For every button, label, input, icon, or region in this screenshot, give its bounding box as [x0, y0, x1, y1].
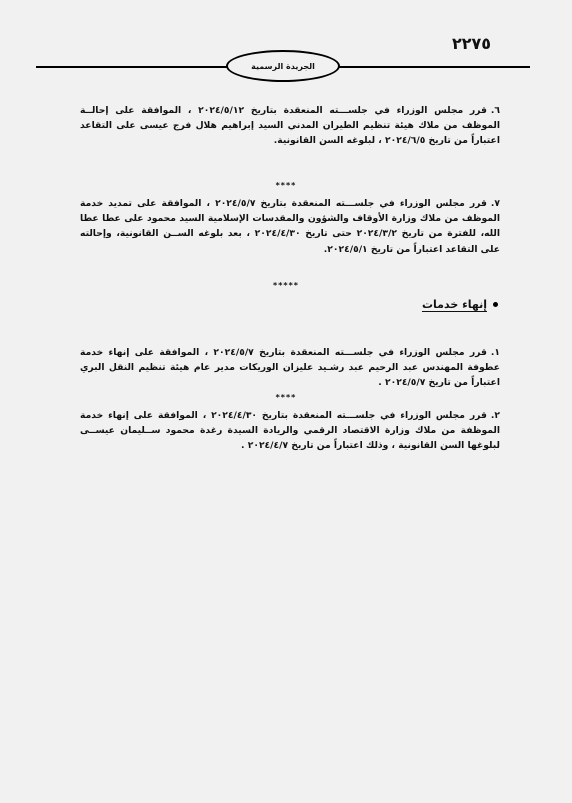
separator-stars: ***** [273, 281, 299, 290]
termination-item-1 [80, 345, 500, 391]
gazette-name: الجريدة الرسمية [251, 61, 315, 71]
item-number: ١. [490, 347, 500, 358]
section-heading [422, 298, 498, 311]
item-text: قرر مجلس الوزراء في جلســـته المنعقدة بتاريخ ٢٠٢٤/٥/٧ ، الموافقة على إنهاء خدمة عطوفة المهندس عبد الرحيم عبد رشـيد عليزان الوريكات مدير عام هيئة تنظيم النقل البري اعتباراً من تاريخ ٢٠٢٤/٥/٧ . [80, 347, 500, 389]
gazette-name-badge [226, 50, 340, 82]
decision-item-6 [80, 103, 500, 149]
section-title: إنهاء خدمات [421, 298, 487, 311]
item-text: قرر مجلس الوزراء في جلســـته المنعقدة بتاريخ ٢٠٢٤/٥/٧ ، الموافقة على تمديد خدمة الموظف من ملاك وزارة الأوقاف والشؤون والمقدسات الإسلامية السيد محمود على عطا عطا الله، للفترة من تاريخ ٢٠٢٤/٣/٢ حتى تاريخ ٢٠٢٤/٤/٣٠ ، بعد بلوغه الســن القانونية، وإحالته على التقاعد اعتباراً من تاريخ ٢٠٢٤/٥/١. [80, 198, 500, 255]
item-number: ٧. [490, 198, 500, 209]
separator-stars: **** [275, 393, 297, 402]
item-text: قرر مجلس الوزراء في جلســـته المنعقدة بتاريخ ٢٠٢٤/٤/٣٠ ، الموافقة على إنهاء خدمة الموظفة من ملاك وزارة الاقتصاد الرقمي والريادة السيدة رغدة محمود ســليمان عيســى لبلوغها السن القانونية ، وذلك اعتباراً من تاريخ ٢٠٢٤/٤/٧ . [80, 410, 500, 452]
item-number: ٦. [490, 105, 500, 116]
decision-item-7 [80, 196, 500, 257]
item-text: قرر مجلس الوزراء في جلســـته المنعقدة بتاريخ ٢٠٢٤/٥/١٢ ، الموافقة على إحالــة الموظف من ملاك هيئة تنظيم الطيران المدني السيد إبراهيم هلال فرج عيسى على التقاعد اعتباراً من تاريخ ٢٠٢٤/٦/٥ ، لبلوغه السن القانونية. [80, 105, 500, 147]
bullet-icon [493, 302, 498, 307]
termination-item-2 [80, 408, 500, 454]
item-number: ٢. [490, 410, 500, 421]
page-number: ٢٢٧٥ [452, 34, 492, 53]
separator-stars: **** [275, 181, 297, 190]
